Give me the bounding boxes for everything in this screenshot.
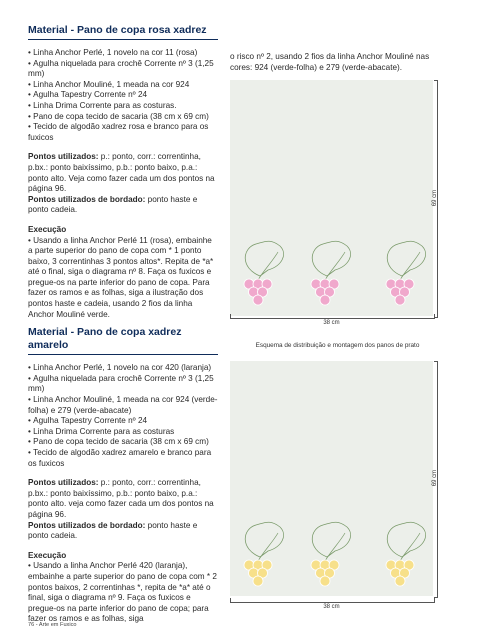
left-column <box>28 24 218 625</box>
list-item: • Tecido de algodão xadrez rosa e branco para os fuxicos <box>28 122 218 143</box>
stem <box>325 533 345 561</box>
list-item: • Agulha niquelada para crochê Corrente nº 3 (1,25 mm) <box>28 374 218 395</box>
stem <box>400 252 420 280</box>
list-item: • Linha Anchor Perlé, 1 novelo na cor 420 (laranja) <box>28 363 218 374</box>
section1-execution-text: • Usando a linha Anchor Perlé 11 (rosa), embainhe a parte superior do pano de copa com * 1 ponto baixo, 3 correntinhas 3 pontos altos*. Repita de *a* até o final, siga o diagrama nº 8. Faça os fuxicos e pregue-os na parte inferior do pano de copa. Para fazer os ramos e as folhas, siga a ilustração dos pontos haste e cadeia, usando 2 fios da linha Anchor Mouliné verde. <box>28 235 214 319</box>
yellow-grapes-motif <box>230 521 433 591</box>
section1-title: Material - Pano de copa rosa xadrez <box>28 24 218 40</box>
list-item: • Linha Anchor Perlé, 1 novelo na cor 11 (rosa) <box>28 48 218 59</box>
width-dimension-line <box>230 598 435 603</box>
height-label: 69 cm <box>432 189 438 207</box>
page-footer: 76 - Arte em Fuxico <box>28 622 77 628</box>
intro-text: o risco nº 2, usando 2 fios da linha Anchor Mouliné nas cores: 924 (verde-folha) e 279 (verde-abacate). <box>230 52 430 72</box>
section2-title: Material - Pano de copa xadrez amarelo <box>28 326 218 355</box>
list-item: • Agulha Tapestry Corrente nº 24 <box>28 90 218 101</box>
fuxico-berry <box>320 295 330 305</box>
fuxico-berry <box>395 576 405 586</box>
section2-stitches <box>28 478 218 542</box>
pink-grapes-motif <box>230 240 433 310</box>
section1-stitches <box>28 152 218 216</box>
section2-materials-list <box>28 363 218 469</box>
stem <box>400 533 420 561</box>
width-label: 38 cm <box>323 604 340 610</box>
stitches-text: p.: ponto, corr.: correntinha, p.bx.: ponto baixíssimo, p.b.: ponto baixo, p.a.: ponto alto. Veja como fazer cada um dos pontos na página 96. <box>28 152 215 194</box>
stem <box>258 252 278 280</box>
fuxico-berry <box>253 295 263 305</box>
embroidery-label: Pontos utilizados de bordado: <box>28 520 146 530</box>
list-item: • Tecido de algodão xadrez amarelo e branco para os fuxicos <box>28 448 218 469</box>
embroidery-text: ponto haste e ponto cadeia. <box>28 520 198 541</box>
embroidery-label: Pontos utilizados de bordado: <box>28 194 146 204</box>
section2-execution-title: Execução <box>28 550 67 560</box>
stitches-label: Pontos utilizados: <box>28 478 99 488</box>
stitches-label: Pontos utilizados: <box>28 152 99 162</box>
stem <box>325 252 345 280</box>
width-dimension-line <box>230 314 435 319</box>
embroidery-text: ponto haste e ponto cadeia. <box>28 194 198 215</box>
list-item: • Agulha niquelada para crochê Corrente nº 3 (1,25 mm) <box>28 59 218 80</box>
section1-execution-title: Execução <box>28 224 67 234</box>
section2-execution-text: • Usando a linha Anchor Perlé 420 (laranja), embainhe a parte superior do pano de copa com * 2 pontos baixos, 2 correntinhas *, repita de *a* até o final, siga o diagrama nº 9. Faça os fuxicos e pregue-os na parte inferior do pano de copa; para fazer os ramos e as folhas, siga <box>28 561 217 624</box>
list-item: • Linha Drima Corrente para as costuras <box>28 427 218 438</box>
stem <box>258 533 278 561</box>
fuxico-berry <box>395 295 405 305</box>
list-item: • Linha Anchor Mouliné, 1 meada na cor 924 <box>28 80 218 91</box>
list-item: • Agulha Tapestry Corrente nº 24 <box>28 416 218 427</box>
width-label: 38 cm <box>323 320 340 326</box>
fuxico-berry <box>253 576 263 586</box>
stitches-text: p.: ponto, corr.: correntinha, p.bx.: ponto baixíssimo, p.b.: ponto baixo, p.a.: ponto alto. veja como fazer cada um dos pontos na página 96. <box>28 478 214 519</box>
section1-materials-list <box>28 48 218 143</box>
diagram-caption: Esquema de distribuição e montagem dos panos de prato <box>255 342 420 349</box>
list-item: • Pano de copa tecido de sacaria (38 cm x 69 cm) <box>28 112 218 123</box>
list-item: • Linha Drima Corrente para as costuras. <box>28 101 218 112</box>
list-item: • Linha Anchor Mouliné, 1 meada na cor 924 (verde- folha) e 279 (verde-abacate) <box>28 395 218 416</box>
fuxico-berry <box>320 576 330 586</box>
height-label: 69 cm <box>432 469 438 487</box>
list-item: • Pano de copa tecido de sacaria (38 cm x 69 cm) <box>28 437 218 448</box>
